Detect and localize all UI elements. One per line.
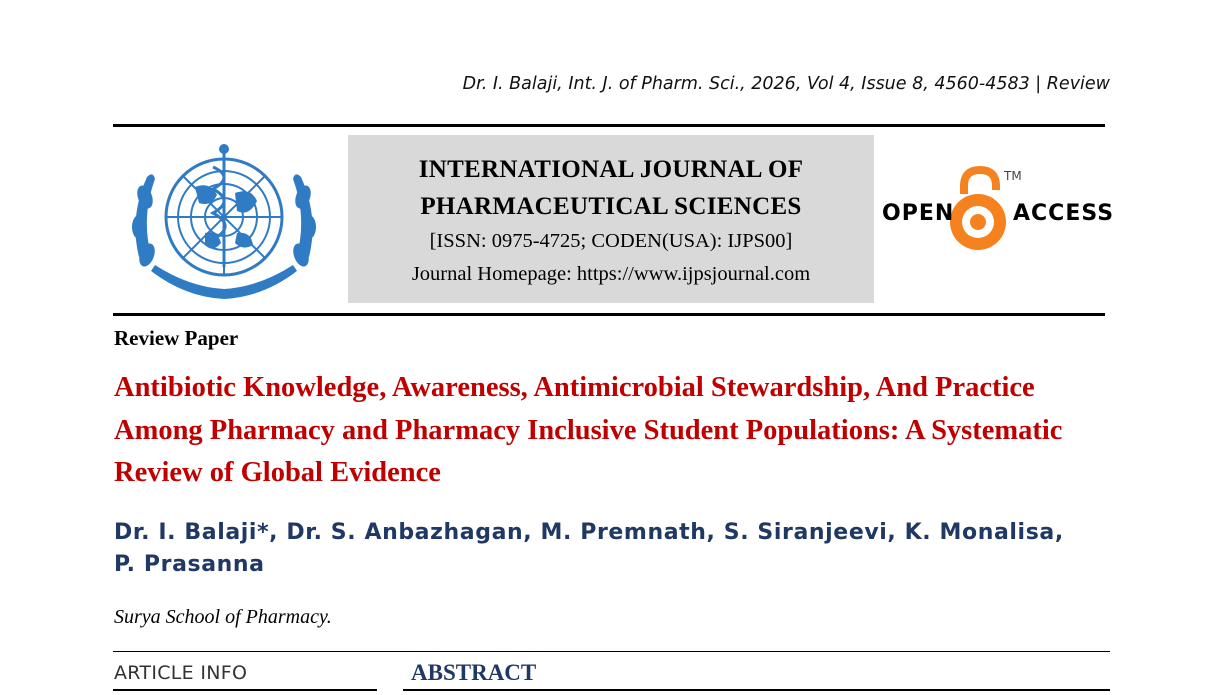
journal-homepage: Journal Homepage: https://www.ijpsjournal.com xyxy=(411,263,811,285)
article-info-heading: ARTICLE INFO xyxy=(114,662,248,684)
trademark-mark: TM xyxy=(1004,169,1022,183)
journal-banner xyxy=(348,135,874,303)
journal-title-line-2: PHARMACEUTICAL SCIENCES xyxy=(420,193,802,220)
header-top-rule xyxy=(113,124,1105,127)
journal-issn: [ISSN: 0975-4725; CODEN(USA): IJPS00] xyxy=(429,230,793,252)
header-bottom-rule xyxy=(113,313,1105,316)
abstract-underline xyxy=(403,689,1110,691)
open-access-open-label: OPEN xyxy=(882,201,955,226)
section-divider xyxy=(113,651,1110,652)
open-access-access-label: ACCESS xyxy=(1013,201,1115,226)
author-affiliation: Surya School of Pharmacy. xyxy=(114,606,332,628)
article-info-underline xyxy=(113,689,377,691)
citation-line: Dr. I. Balaji, Int. J. of Pharm. Sci., 2026, Vol 4, Issue 8, 4560-4583 | Review xyxy=(462,74,1110,94)
journal-title-line-1: INTERNATIONAL JOURNAL OF xyxy=(418,156,804,183)
abstract-heading: ABSTRACT xyxy=(411,660,537,685)
article-title: Antibiotic Knowledge, Awareness, Antimicrobial Stewardship, And Practice Among Pharmacy and Pharmacy Inclusive Student Populations: A Systematic Review of Global Evidence xyxy=(114,372,1063,488)
paper-type-label: Review Paper xyxy=(114,326,239,350)
un-emblem-logo xyxy=(125,137,323,307)
author-list: Dr. I. Balaji*, Dr. S. Anbazhagan, M. Premnath, S. Siranjeevi, K. Monalisa, P. Prasanna xyxy=(114,520,1064,577)
